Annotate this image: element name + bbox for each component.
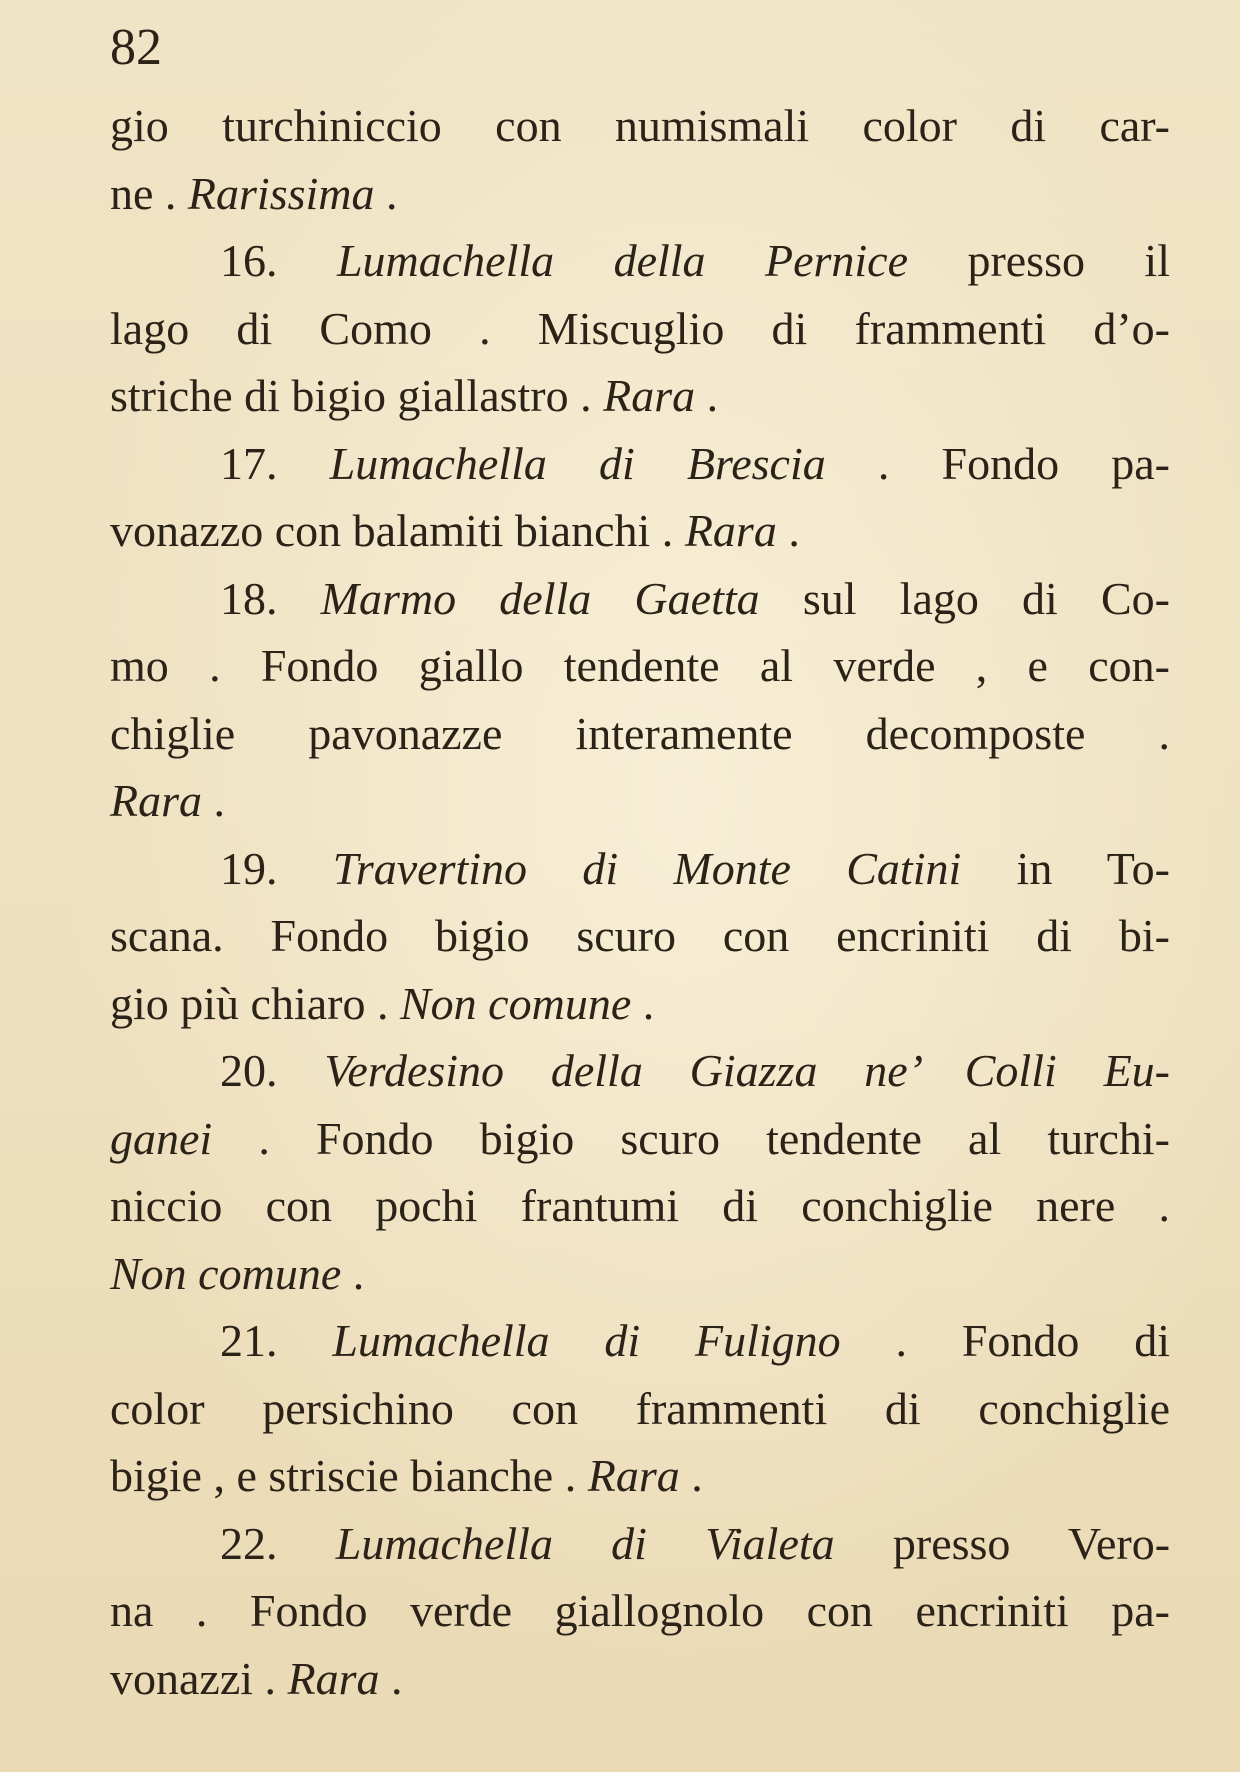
text-line [110, 227, 1170, 295]
line-text: . [202, 775, 225, 826]
line-text: color persichino con frammenti di conchiglie [110, 1382, 1170, 1434]
text-line [110, 700, 1170, 768]
line-text: gio più chiaro . [110, 977, 400, 1029]
text-line [110, 362, 1170, 430]
text-line [110, 565, 1170, 633]
line-text: . [341, 1247, 365, 1299]
line-text: . [374, 167, 398, 219]
line-text: striche di bigio giallastro . [110, 370, 604, 421]
line-text: presso Vero- [834, 1517, 1171, 1569]
line-text: 19. [220, 842, 333, 894]
page-text [110, 92, 1170, 1712]
line-text: . [379, 1652, 403, 1704]
line-text: vonazzo con balamiti bianchi . [110, 505, 685, 556]
page-number: 82 [110, 19, 162, 76]
text-line [110, 430, 1170, 498]
line-text: sul lago di Co- [759, 572, 1170, 624]
line-text: presso il [908, 235, 1170, 286]
line-text: bigie , e striscie bianche . [110, 1450, 588, 1501]
italic-text: Travertino di Monte Catini [332, 842, 962, 894]
text-line [110, 1105, 1170, 1173]
line-text: . [695, 370, 719, 421]
text-line [110, 1172, 1170, 1240]
line-text: lago di Como . Miscuglio di frammenti d’o- [110, 302, 1170, 354]
text-line [110, 902, 1170, 970]
text-line [110, 295, 1170, 363]
italic-text: Verdesino della Giazza ne’ Colli Eu- [324, 1045, 1170, 1096]
text-line [110, 160, 1170, 228]
italic-text: Lumachella di Fuligno [332, 1315, 841, 1366]
line-text: mo . Fondo giallo tendente al verde , e con- [110, 640, 1170, 691]
line-text: . Fondo pa- [825, 437, 1170, 489]
italic-text: Rara [287, 1652, 380, 1704]
line-text: na . Fondo verde giallognolo con encriniti pa- [110, 1585, 1170, 1636]
italic-text: Lumachella di Brescia [329, 437, 826, 489]
line-text: 21. [220, 1315, 333, 1366]
line-text: scana. Fondo bigio scuro con encriniti di bi- [110, 910, 1170, 961]
line-text: 17. [220, 437, 330, 489]
text-line [110, 835, 1170, 903]
italic-text: Non comune [110, 1247, 342, 1299]
line-text: 22. [220, 1517, 336, 1569]
line-text: ne . [110, 167, 188, 219]
text-line [110, 1240, 1170, 1308]
italic-text: Rara [110, 775, 202, 826]
italic-text: Non comune [400, 977, 632, 1029]
text-line [110, 1307, 1170, 1375]
line-text: . Fondo bigio scuro tendente al turchi- [212, 1112, 1170, 1164]
line-text: 16. [220, 235, 337, 286]
line-text: vonazzi . [110, 1652, 288, 1704]
text-line [110, 92, 1170, 160]
line-text: 18. [220, 572, 321, 624]
line-text: niccio con pochi frantumi di conchiglie nere . [110, 1180, 1170, 1231]
line-text: . [776, 505, 800, 556]
italic-text: Lumachella della Pernice [336, 235, 909, 286]
line-text: . [631, 977, 655, 1029]
text-line [110, 970, 1170, 1038]
text-line [110, 1645, 1170, 1713]
line-text: gio turchiniccio con numismali color di car- [110, 100, 1170, 151]
italic-text: Rarissima [187, 167, 375, 219]
text-line [110, 1375, 1170, 1443]
italic-text: Marmo della Gaetta [320, 572, 760, 624]
text-line [110, 1037, 1170, 1105]
italic-text: ganei [110, 1112, 213, 1164]
italic-text: Rara [603, 370, 696, 421]
text-line [110, 497, 1170, 565]
text-line [110, 767, 1170, 835]
italic-text: Rara [684, 505, 777, 556]
line-text: . [679, 1450, 703, 1501]
line-text: chiglie pavonazze interamente decomposte . [110, 707, 1170, 759]
text-line [110, 1442, 1170, 1510]
italic-text: Rara [587, 1450, 680, 1501]
line-text: . Fondo di [840, 1315, 1171, 1366]
line-text: 20. [220, 1045, 325, 1096]
line-text: in To- [961, 842, 1170, 894]
text-line [110, 632, 1170, 700]
text-line [110, 1577, 1170, 1645]
text-line [110, 1510, 1170, 1578]
italic-text: Lumachella di Vialeta [335, 1517, 835, 1569]
